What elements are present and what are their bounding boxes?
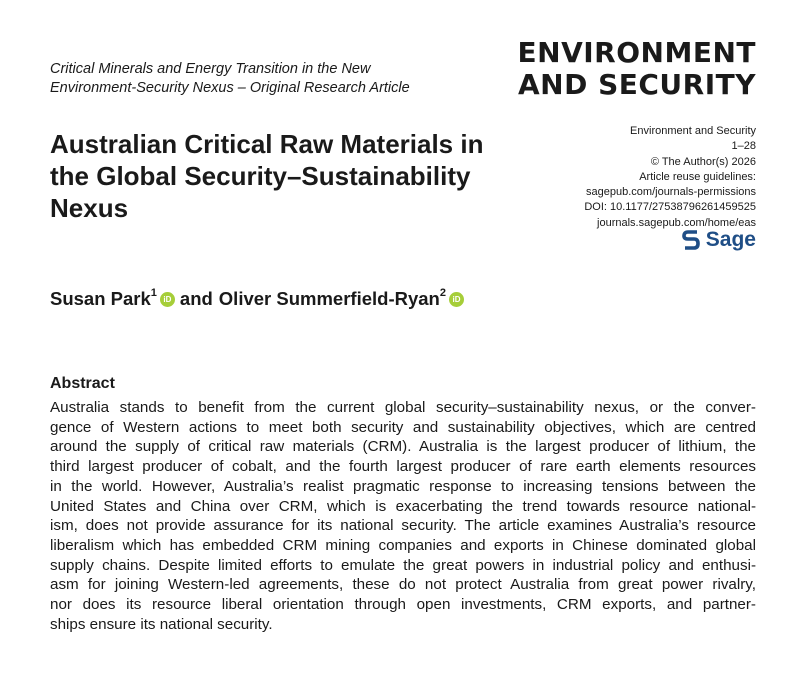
meta-home-link[interactable]: journals.sagepub.com/home/eas xyxy=(597,216,756,229)
title-line-1: Australian Critical Raw Materials in xyxy=(50,129,484,159)
abstract-line: third largest producer of cobalt, and the fourth largest producer of rare earth elements resources xyxy=(50,458,756,476)
brand-line-2: AND SECURITY xyxy=(517,68,756,101)
abstract-body xyxy=(50,398,756,634)
series-line-2: Environment-Security Nexus – Original Research Article xyxy=(50,80,410,96)
abstract-line: liberalism which has embedded CRM mining companies and exports in Chinese dominated global xyxy=(50,536,756,554)
brand-line-1: ENVIRONMENT xyxy=(517,36,756,69)
author-connector: and xyxy=(179,288,213,309)
title-line-3: Nexus xyxy=(50,193,129,223)
meta-reuse-link[interactable]: sagepub.com/journals-permissions xyxy=(586,186,756,199)
title-line-2: the Global Security–Sustainability xyxy=(50,161,471,191)
meta-reuse-label: Article reuse guidelines: xyxy=(639,170,756,183)
series-line-1: Critical Minerals and Energy Transition in the New xyxy=(50,61,371,77)
meta-pages: 1–28 xyxy=(731,140,756,153)
abstract-line: nor does its resource liberal orientation through open investments, CRM exports, and partner- xyxy=(50,596,756,614)
abstract-line: ships ensure its national security. xyxy=(50,615,273,633)
author-2-name[interactable]: Oliver Summerfield-Ryan xyxy=(218,288,440,309)
abstract-line: asm for joining Western-led agreements, these do not protect Australia from great power rivalry, xyxy=(50,576,756,594)
author-list xyxy=(50,288,469,310)
abstract-line: gence of Western actions to meet both security and sustainability objectives, which are centred xyxy=(50,418,756,436)
abstract-line: in the world. However, Australia’s realist pragmatic response to increasing tensions between the xyxy=(50,477,756,495)
abstract-line: Australia stands to benefit from the current global security–sustainability nexus, or the conver- xyxy=(50,399,756,416)
abstract-line: around the supply of critical raw materials (CRM). Australia is the largest producer of lithium, the xyxy=(50,438,756,456)
sage-s-icon xyxy=(682,229,700,251)
article-series-label xyxy=(50,60,520,98)
article-meta xyxy=(584,124,756,231)
article-title xyxy=(50,128,570,224)
meta-copyright: © The Author(s) 2026 xyxy=(650,155,756,168)
orcid-icon[interactable]: iD xyxy=(449,292,464,307)
abstract-heading: Abstract xyxy=(50,375,115,392)
abstract-line: United States and China over CRM, which is exacerbating the trend towards resource national- xyxy=(50,497,756,515)
journal-brand-logo xyxy=(518,37,756,101)
author-2-affiliation: 2 xyxy=(439,287,446,299)
orcid-icon[interactable]: iD xyxy=(160,292,175,307)
publisher-name: Sage xyxy=(705,228,756,251)
meta-doi[interactable]: DOI: 10.1177/27538796261459525 xyxy=(584,201,756,214)
meta-journal: Environment and Security xyxy=(630,125,756,137)
publisher-logo xyxy=(682,228,756,252)
abstract-line: supply chains. Despite limited efforts to emulate the great powers in industrial policy and enthusi- xyxy=(50,556,756,574)
abstract-line: ism, does not provide assurance for its national security. The article examines Australia’s resource xyxy=(50,517,756,535)
author-1-name[interactable]: Susan Park xyxy=(50,288,151,309)
author-1-affiliation: 1 xyxy=(150,287,157,299)
